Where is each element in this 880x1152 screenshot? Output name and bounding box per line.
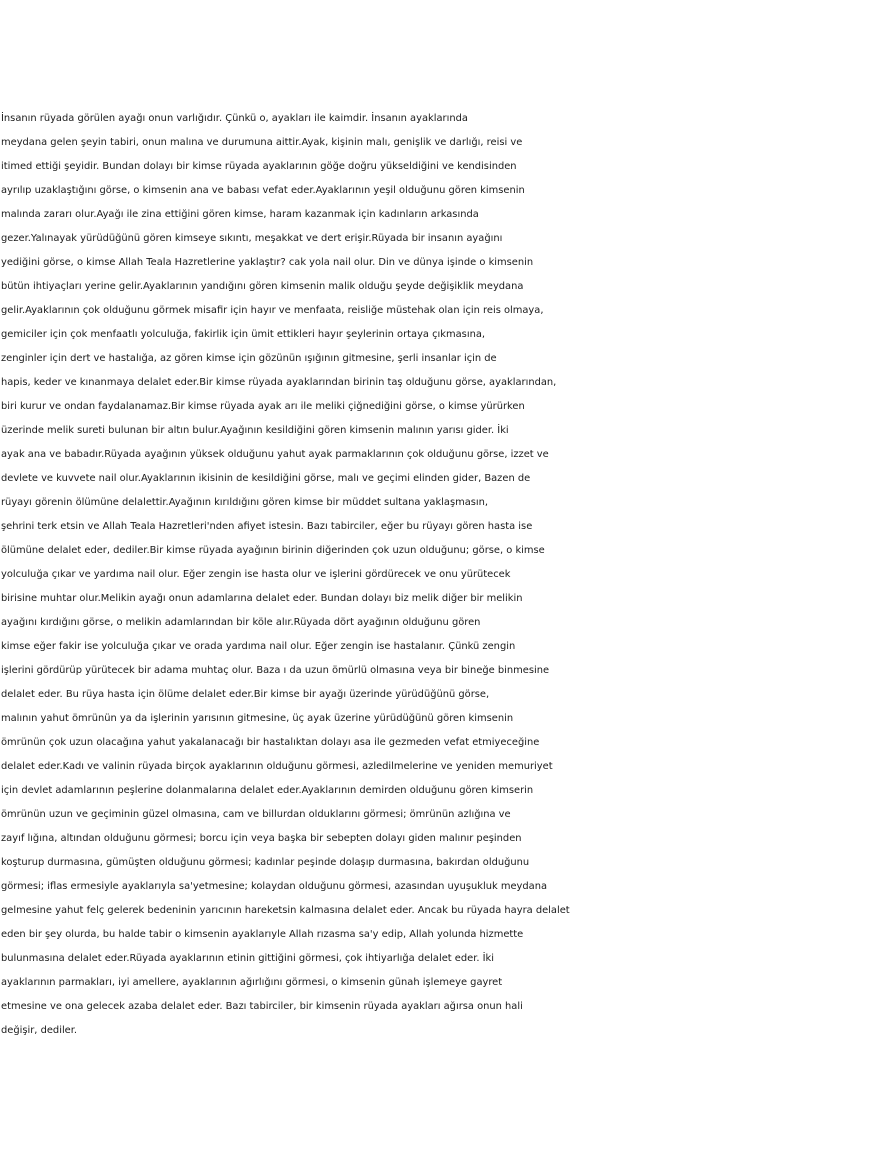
text-line: rüyayı görenin ölümüne delalettir.Ayağının kırıldığını gören kimse bir müddet sultana yaklaşmasın,	[1, 497, 489, 508]
text-line: yolculuğa çıkar ve yardıma nail olur. Eğer zengin ise hasta olur ve işlerini gördürecek ve onu yürütecek	[1, 569, 511, 580]
text-line: gemiciler için çok menfaatlı yolculuğa, fakirlik için ümit ettikleri hayır şeylerinin ortaya çıkmasına,	[1, 329, 486, 340]
text-line: ayrılıp uzaklaştığını görse, o kimsenin ana ve babası vefat eder.Ayaklarının yeşil olduğunu gören kimsenin	[1, 185, 525, 196]
text-line: malında zararı olur.Ayağı ile zina ettiğini gören kimse, haram kazanmak için kadınların arkasında	[1, 209, 479, 220]
text-line: işlerini gördürüp yürütecek bir adama muhtaç olur. Baza ı da uzun ömürlü olmasına veya bir bineğe binmesine	[1, 665, 550, 676]
text-line: meydana gelen şeyin tabiri, onun malına ve durumuna aittir.Ayak, kişinin malı, genişlik ve darlığı, reisi ve	[1, 137, 523, 148]
text-line: yediğini görse, o kimse Allah Teala Hazretlerine yaklaştır? cak yola nail olur. Din ve dünya işinde o kimsenin	[1, 257, 534, 268]
text-line: etmesine ve ona gelecek azaba delalet eder. Bazı tabirciler, bir kimsenin rüyada ayakları ağırsa onun hali	[1, 1001, 523, 1012]
text-line: bulunmasına delalet eder.Rüyada ayaklarının etinin gittiğini görmesi, çok ihtiyarlığa delalet eder. İki	[1, 953, 495, 964]
text-line: biri kurur ve ondan faydalanamaz.Bir kimse rüyada ayak arı ile meliki çiğnediğini görse, o kimse yürürken	[1, 401, 525, 412]
text-line: ölümüne delalet eder, dediler.Bir kimse rüyada ayağının birinin diğerinden çok uzun olduğunu; görse, o kimse	[1, 545, 545, 556]
text-line: zayıf lığına, altından olduğunu görmesi; borcu için veya başka bir sebepten dolayı giden malınır peşinden	[1, 833, 522, 844]
text-line: hapis, keder ve kınanmaya delalet eder.Bir kimse rüyada ayaklarından birinin taş olduğunu görse, ayaklarından,	[1, 377, 557, 388]
text-line: ömrünün uzun ve geçiminin güzel olmasına, cam ve billurdan olduklarını görmesi; ömrünün azlığına ve	[1, 809, 511, 820]
text-line: değişir, dediler.	[1, 1025, 78, 1036]
text-line: ayaklarının parmakları, iyi amellere, ayaklarının ağırlığını görmesi, o kimsenin günah işlemeye gayret	[1, 977, 503, 988]
text-line: ayağını kırdığını görse, o melikin adamlarından bir köle alır.Rüyada dört ayağının olduğunu gören	[1, 617, 481, 628]
text-line: malının yahut ömrünün ya da işlerinin yarısının gitmesine, üç ayak üzerine yürüdüğünü gören kimsenin	[1, 713, 514, 724]
text-line: için devlet adamlarının peşlerine dolanmalarına delalet eder.Ayaklarının demirden olduğunu gören kimserin	[1, 785, 534, 796]
text-line: gelmesine yahut felç gelerek bedeninin yarıcının hareketsin kalmasına delalet eder. Ancak bu rüyada hayra delalet	[1, 905, 570, 916]
text-line: delalet eder. Bu rüya hasta için ölüme delalet eder.Bir kimse bir ayağı üzerinde yürüdüğünü görse,	[1, 689, 490, 700]
text-line: İnsanın rüyada görülen ayağı onun varlığıdır. Çünkü o, ayakları ile kaimdir. İnsanın ayaklarında	[1, 113, 468, 124]
text-line: zenginler için dert ve hastalığa, az gören kimse için gözünün ışığının gitmesine, şerli insanlar için de	[1, 353, 497, 364]
text-line: üzerinde melik sureti bulunan bir altın bulur.Ayağının kesildiğini gören kimsenin malının yarısı gider. İki	[1, 425, 509, 436]
text-line: gelir.Ayaklarının çok olduğunu görmek misafir için hayır ve menfaata, reisliğe müstehak olan için reis olmaya,	[1, 305, 544, 316]
text-line: delalet eder.Kadı ve valinin rüyada birçok ayaklarının olduğunu görmesi, azledilmelerine ve yeniden memuriyet	[1, 761, 553, 772]
text-line: ömrünün çok uzun olacağına yahut yakalanacağı bir hastalıktan dolayı asa ile gezmeden vefat etmiyeceğine	[1, 737, 540, 748]
text-line: devlete ve kuvvete nail olur.Ayaklarının ikisinin de kesildiğini görse, malı ve geçimi elinden gider, Bazen de	[1, 473, 531, 484]
text-line: gezer.Yalınayak yürüdüğünü gören kimseye sıkıntı, meşakkat ve dert erişir.Rüyada bir insanın ayağını	[1, 233, 503, 244]
text-line: koşturup durmasına, gümüşten olduğunu görmesi; kadınlar peşinde dolaşıp durmasına, bakırdan olduğunu	[1, 857, 530, 868]
text-line: eden bir şey olurda, bu halde tabir o kimsenin ayaklarıyle Allah rızasma sa'y edip, Allah yolunda hizmette	[1, 929, 524, 940]
text-line: bütün ihtiyaçları yerine gelir.Ayaklarının yandığını gören kimsenin malik olduğu şeyde değişiklik meydana	[1, 281, 524, 292]
text-line: birisine muhtar olur.Melikin ayağı onun adamlarına delalet eder. Bundan dolayı biz melik diğer bir melikin	[1, 593, 523, 604]
text-line: kimse eğer fakir ise yolculuğa çıkar ve orada yardıma nail olur. Eğer zengin ise hastalanır. Çünkü zengin	[1, 641, 516, 652]
text-line: görmesi; iflas ermesiyle ayaklarıyla sa'yetmesine; kolaydan olduğunu görmesi, azasından uyuşukluk meydana	[1, 881, 547, 892]
text-line: şehrini terk etsin ve Allah Teala Hazretleri'nden afiyet istesin. Bazı tabirciler, eğer bu rüyayı gören hasta ise	[1, 521, 533, 532]
document-body	[0, 107, 880, 1043]
text-line: itimed ettiği şeyidir. Bundan dolayı bir kimse rüyada ayaklarının göğe doğru yükseldiğini ve kendisinden	[1, 161, 517, 172]
text-line: ayak ana ve babadır.Rüyada ayağının yüksek olduğunu yahut ayak parmaklarının çok olduğunu görse, izzet ve	[1, 449, 549, 460]
